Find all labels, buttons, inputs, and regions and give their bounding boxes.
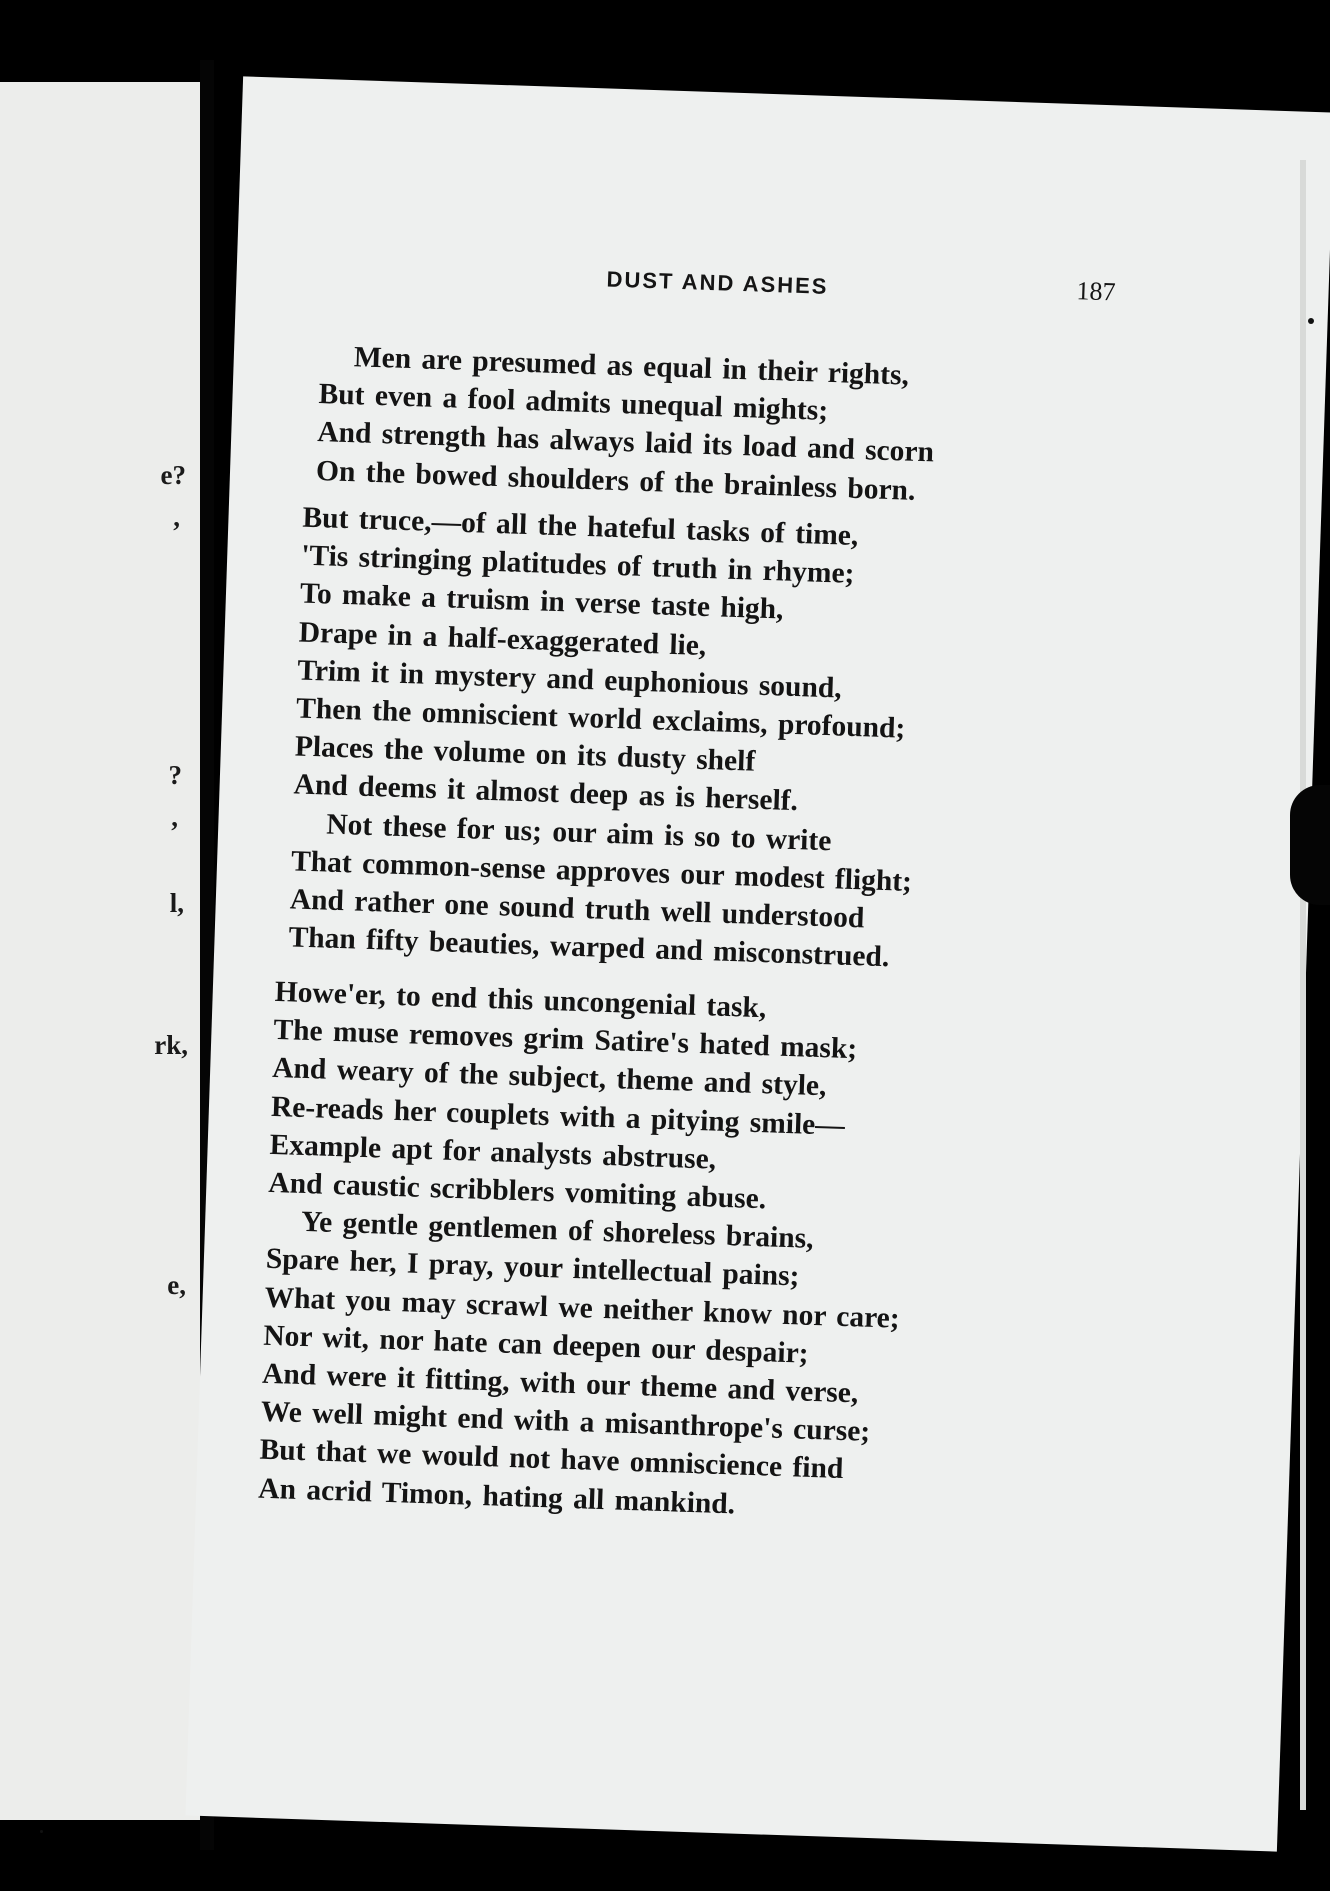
- stanza: [258, 973, 1235, 1539]
- verse-line: Places the volume on its dusty shelf: [294, 730, 756, 778]
- verse-line: 'Tis stringing platitudes of truth in rhyme;: [300, 539, 855, 591]
- stanza: [315, 337, 1280, 522]
- verse-line: What you may scrawl we neither know nor care;: [264, 1281, 901, 1335]
- verse-line: Nor wit, nor hate can deepen our despair;: [262, 1319, 810, 1370]
- verse-line: An acrid Timon, hating all mankind.: [257, 1472, 736, 1521]
- verse-line: The muse removes grim Satire's hated mask;: [273, 1014, 858, 1066]
- page-number: 187: [1076, 276, 1116, 307]
- verse-line: But that we would not have omniscience find: [259, 1434, 844, 1486]
- verse-line: And strength has always laid its load and scorn: [316, 416, 935, 469]
- verse-line: Example apt for analysts abstruse,: [269, 1128, 717, 1176]
- verse-line: And were it fitting, with our theme and verse,: [261, 1357, 859, 1410]
- left-page-fragment: ,: [171, 802, 178, 832]
- verse-line: And caustic scribblers vomiting abuse.: [267, 1166, 767, 1216]
- running-head: DUST AND ASHES: [606, 266, 829, 299]
- left-page-fragment: rk,: [154, 1030, 188, 1060]
- verse-line: And deems it almost deep as is herself.: [293, 768, 799, 818]
- verse-line: Ye gentle gentlemen of shoreless brains,: [300, 1206, 815, 1256]
- left-facing-page: [0, 82, 200, 1820]
- stanza: [288, 499, 1263, 989]
- binding-clip-shadow: [1290, 785, 1330, 905]
- verse-line: But even a fool admits unequal mights;: [318, 378, 829, 428]
- verse-line: Drape in a half-exaggerated lie,: [298, 616, 707, 662]
- verse-line: Re-reads her couplets with a pitying smile—: [270, 1090, 846, 1142]
- scan-speck: [40, 1830, 43, 1833]
- verse-line: Then the omniscient world exclaims, profound;: [295, 692, 906, 745]
- verse-line: To make a truism in verse taste high,: [299, 577, 784, 626]
- verse-line: Howe'er, to end this uncongenial task,: [274, 975, 767, 1025]
- verse-line: That common-sense approves our modest flight;: [290, 845, 913, 898]
- verse-line: And rather one sound truth well understood: [289, 883, 865, 935]
- verse-line: Than fifty beauties, warped and misconstrued.: [288, 921, 890, 974]
- left-page-fragment: ,: [173, 502, 180, 532]
- verse-line: Trim it in mystery and euphonious sound,: [296, 654, 843, 705]
- left-page-fragment: e?: [160, 460, 186, 490]
- verse-line: Not these for us; our aim is so to write: [325, 808, 832, 857]
- verse-line: We well might end with a misanthrope's curse;: [260, 1395, 871, 1449]
- verse-line: On the bowed shoulders of the brainless born.: [315, 454, 916, 507]
- left-page-fragment: e,: [167, 1270, 186, 1300]
- verse-line: But truce,—of all the hateful tasks of time,: [302, 501, 859, 553]
- verse-line: Spare her, I pray, your intellectual pains;: [265, 1243, 800, 1293]
- page-edge: [1300, 160, 1306, 1810]
- verse-line: Men are presumed as equal in their rights,: [353, 341, 910, 392]
- right-page: [185, 76, 1330, 1851]
- verse-line: And weary of the subject, theme and style,: [271, 1052, 827, 1103]
- left-page-fragment: ?: [168, 760, 182, 790]
- left-page-fragment: l,: [169, 888, 184, 918]
- scan-speck: [1308, 318, 1314, 324]
